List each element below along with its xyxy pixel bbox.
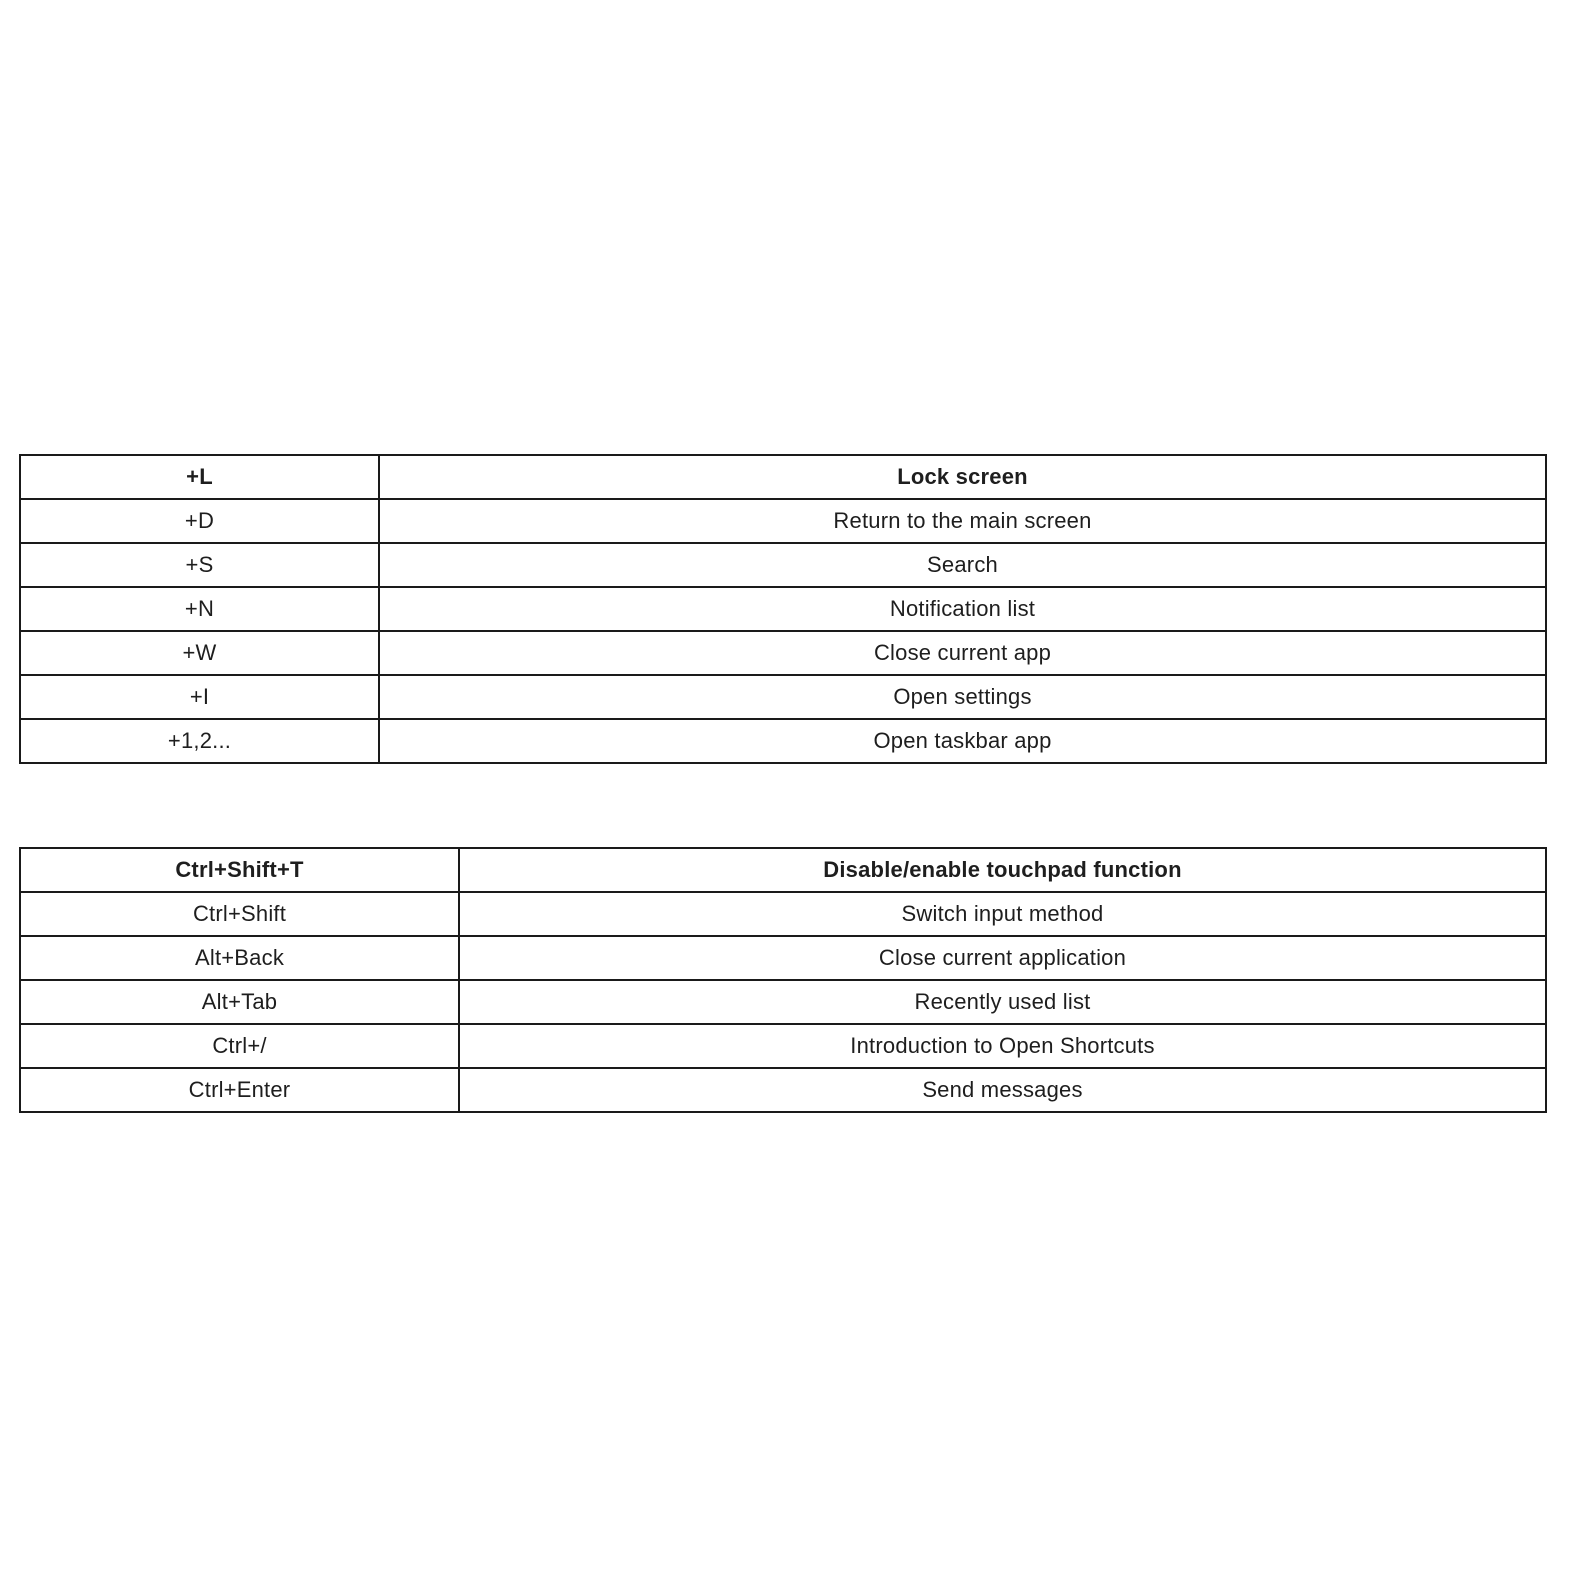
table-row (20, 631, 1546, 675)
table-row (20, 587, 1546, 631)
shortcut-key: +I (20, 675, 379, 719)
table-row (20, 543, 1546, 587)
shortcut-action: Search (379, 543, 1546, 587)
shortcut-action: Notification list (379, 587, 1546, 631)
table-header-row (20, 455, 1546, 499)
shortcut-key: Ctrl+Shift+T (20, 848, 459, 892)
shortcut-key: Alt+Tab (20, 980, 459, 1024)
table-row (20, 675, 1546, 719)
table-row (20, 936, 1546, 980)
shortcut-key: +S (20, 543, 379, 587)
table-row (20, 1068, 1546, 1112)
shortcut-action: Lock screen (379, 455, 1546, 499)
shortcut-action: Close current application (459, 936, 1546, 980)
shortcut-action: Return to the main screen (379, 499, 1546, 543)
table-row (20, 1024, 1546, 1068)
shortcut-key: Ctrl+Enter (20, 1068, 459, 1112)
shortcut-action: Switch input method (459, 892, 1546, 936)
shortcut-action: Open taskbar app (379, 719, 1546, 763)
table-row (20, 719, 1546, 763)
shortcut-key: +N (20, 587, 379, 631)
shortcut-action: Open settings (379, 675, 1546, 719)
table-row (20, 892, 1546, 936)
shortcut-key: +W (20, 631, 379, 675)
shortcut-key: +D (20, 499, 379, 543)
shortcut-key: Alt+Back (20, 936, 459, 980)
shortcut-action: Close current app (379, 631, 1546, 675)
table-header-row (20, 848, 1546, 892)
shortcut-action: Introduction to Open Shortcuts (459, 1024, 1546, 1068)
shortcut-key: +L (20, 455, 379, 499)
shortcut-action: Recently used list (459, 980, 1546, 1024)
ctrl-shortcuts-table (19, 847, 1547, 1113)
shortcut-action: Send messages (459, 1068, 1546, 1112)
table-row (20, 499, 1546, 543)
shortcut-key: Ctrl+/ (20, 1024, 459, 1068)
shortcut-key: +1,2... (20, 719, 379, 763)
shortcut-key: Ctrl+Shift (20, 892, 459, 936)
shortcut-action: Disable/enable touchpad function (459, 848, 1546, 892)
windows-shortcuts-table (19, 454, 1547, 764)
table-row (20, 980, 1546, 1024)
